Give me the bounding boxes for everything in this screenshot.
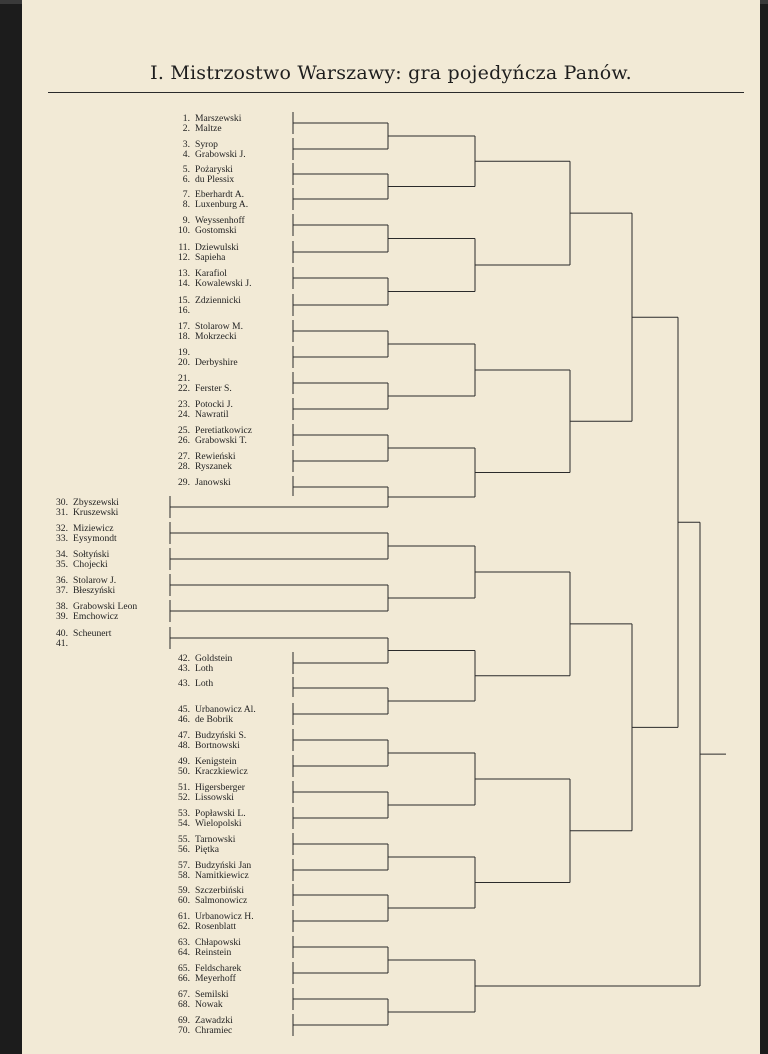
player-name: Szczerbiński xyxy=(195,885,245,896)
player-number: 50. xyxy=(178,766,190,777)
player-number: 62. xyxy=(178,921,190,932)
player-number: 28. xyxy=(178,461,190,472)
player-number: 67. xyxy=(178,989,190,1000)
player-name: Grabowski T. xyxy=(195,435,247,446)
player-number: 53. xyxy=(178,808,190,819)
player-number: 40. xyxy=(56,628,68,639)
player-number: 70. xyxy=(178,1025,190,1036)
player-number: 57. xyxy=(178,860,190,871)
player-name: Piętka xyxy=(195,844,219,855)
player-number: 16. xyxy=(178,305,190,316)
player-name: Meyerhoff xyxy=(195,973,236,984)
player-name: Karafiol xyxy=(195,268,227,279)
player-number: 18. xyxy=(178,331,190,342)
player-number: 1. xyxy=(182,113,190,124)
player-name: Marszewski xyxy=(195,113,242,124)
player-number: 14. xyxy=(178,278,190,289)
player-name: Urbanowicz Al. xyxy=(195,704,256,715)
player-name: Pożaryski xyxy=(195,164,233,175)
player-number: 31. xyxy=(56,507,68,518)
player-name: Goldstein xyxy=(195,653,233,664)
player-name: Zawadzki xyxy=(195,1015,233,1026)
player-name: Chramiec xyxy=(195,1025,233,1036)
player-name: Sołtyński xyxy=(73,549,110,560)
player-number: 29. xyxy=(178,477,190,488)
player-name: Reinstein xyxy=(195,947,232,958)
player-name: Urbanowicz H. xyxy=(195,911,254,922)
player-name: Stolarow J. xyxy=(73,575,117,586)
player-number: 65. xyxy=(178,963,190,974)
player-name: Scheunert xyxy=(73,628,112,639)
player-number: 60. xyxy=(178,895,190,906)
player-name: Bortnowski xyxy=(195,740,240,751)
player-number: 3. xyxy=(182,139,190,150)
player-name: Miziewicz xyxy=(73,523,114,534)
player-name: de Bobrik xyxy=(195,714,234,725)
player-number: 61. xyxy=(178,911,190,922)
player-number: 54. xyxy=(178,818,190,829)
player-name: Loth xyxy=(195,663,214,674)
player-name: Semilski xyxy=(195,989,229,1000)
player-number: 39. xyxy=(56,611,68,622)
player-name: Wielopolski xyxy=(195,818,242,829)
player-number: 6. xyxy=(182,174,190,185)
player-name: Weyssenhoff xyxy=(195,215,245,226)
player-number: 26. xyxy=(178,435,190,446)
player-name: Ferster S. xyxy=(195,383,232,394)
player-number: 47. xyxy=(178,730,190,741)
player-number: 2. xyxy=(182,123,190,134)
player-number: 20. xyxy=(178,357,190,368)
player-number: 36. xyxy=(56,575,68,586)
player-number: 23. xyxy=(178,399,190,410)
player-name: du Plessix xyxy=(195,174,235,185)
player-name: Mokrzecki xyxy=(195,331,237,342)
player-name: Kowalewski J. xyxy=(195,278,252,289)
player-number: 17. xyxy=(178,321,190,332)
player-number: 52. xyxy=(178,792,190,803)
player-name: Gostomski xyxy=(195,225,237,236)
player-name: Potocki J. xyxy=(195,399,233,410)
player-name: Błeszyński xyxy=(73,585,116,596)
player-number: 19. xyxy=(178,347,190,358)
player-number: 12. xyxy=(178,252,190,263)
player-number: 27. xyxy=(178,451,190,462)
tournament-bracket xyxy=(22,0,760,1054)
player-name: Nowak xyxy=(195,999,223,1010)
player-name: Dziewulski xyxy=(195,242,239,253)
player-name: Rewieński xyxy=(195,451,236,462)
player-number: 25. xyxy=(178,425,190,436)
player-number: 42. xyxy=(178,653,190,664)
player-number: 22. xyxy=(178,383,190,394)
player-name: Zbyszewski xyxy=(73,497,119,508)
player-name: Ryszanek xyxy=(195,461,232,472)
player-name: Emchowicz xyxy=(73,611,119,622)
player-name: Nawratil xyxy=(195,409,229,420)
player-name: Stolarow M. xyxy=(195,321,243,332)
player-name: Kenigstein xyxy=(195,756,237,767)
player-name: Kraczkiewicz xyxy=(195,766,248,777)
player-number: 64. xyxy=(178,947,190,958)
player-number: 58. xyxy=(178,870,190,881)
player-number: 56. xyxy=(178,844,190,855)
player-number: 35. xyxy=(56,559,68,570)
player-name: Feldscharek xyxy=(195,963,242,974)
player-number: 24. xyxy=(178,409,190,420)
player-name: Janowski xyxy=(195,477,231,488)
player-number: 41. xyxy=(56,638,68,649)
player-name: Eysymondt xyxy=(73,533,117,544)
player-number: 33. xyxy=(56,533,68,544)
player-number: 66. xyxy=(178,973,190,984)
player-name: Derbyshire xyxy=(195,357,238,368)
player-name: Sapieha xyxy=(195,252,226,263)
player-name: Rosenblatt xyxy=(195,921,237,932)
player-name: Maltze xyxy=(195,123,222,134)
player-name: Kruszewski xyxy=(73,507,119,518)
player-name: Zdziennicki xyxy=(195,295,241,306)
player-number: 11. xyxy=(178,242,190,253)
player-number: 37. xyxy=(56,585,68,596)
player-number: 46. xyxy=(178,714,190,725)
player-number: 43. xyxy=(178,678,190,689)
player-number: 45. xyxy=(178,704,190,715)
player-number: 30. xyxy=(56,497,68,508)
player-number: 13. xyxy=(178,268,190,279)
player-name: Eberhardt A. xyxy=(195,189,245,200)
player-name: Salmonowicz xyxy=(195,895,248,906)
player-name: Lissowski xyxy=(195,792,234,803)
player-name: Loth xyxy=(195,678,214,689)
player-number: 69. xyxy=(178,1015,190,1026)
player-number: 49. xyxy=(178,756,190,767)
player-name: Tarnowski xyxy=(195,834,236,845)
player-number: 9. xyxy=(182,215,190,226)
player-number: 43. xyxy=(178,663,190,674)
player-number: 55. xyxy=(178,834,190,845)
player-name: Grabowski J. xyxy=(195,149,246,160)
player-number: 38. xyxy=(56,601,68,612)
player-number: 63. xyxy=(178,937,190,948)
player-name: Grabowski Leon xyxy=(73,601,138,612)
page-title: I. Mistrzostwo Warszawy: gra pojedyńcza Panów. xyxy=(150,62,632,84)
player-number: 7. xyxy=(182,189,190,200)
player-number: 34. xyxy=(56,549,68,560)
document-page xyxy=(22,0,760,1054)
player-name: Chojecki xyxy=(73,559,108,570)
player-name: Namitkiewicz xyxy=(195,870,249,881)
player-number: 4. xyxy=(182,149,190,160)
player-name: Syrop xyxy=(195,139,218,150)
player-number: 10. xyxy=(178,225,190,236)
player-number: 51. xyxy=(178,782,190,793)
player-name: Popławski L. xyxy=(195,808,246,819)
player-number: 15. xyxy=(178,295,190,306)
player-number: 32. xyxy=(56,523,68,534)
player-number: 48. xyxy=(178,740,190,751)
player-name: Higersberger xyxy=(195,782,245,793)
player-name: Peretiatkowicz xyxy=(195,425,253,436)
player-name: Budzyński S. xyxy=(195,730,247,741)
player-number: 5. xyxy=(182,164,190,175)
player-name: Budzyński Jan xyxy=(195,860,252,871)
player-number: 59. xyxy=(178,885,190,896)
player-number: 21. xyxy=(178,373,190,384)
player-name: Chłapowski xyxy=(195,937,241,948)
player-number: 68. xyxy=(178,999,190,1010)
player-number: 8. xyxy=(182,199,190,210)
player-name: Luxenburg A. xyxy=(195,199,249,210)
